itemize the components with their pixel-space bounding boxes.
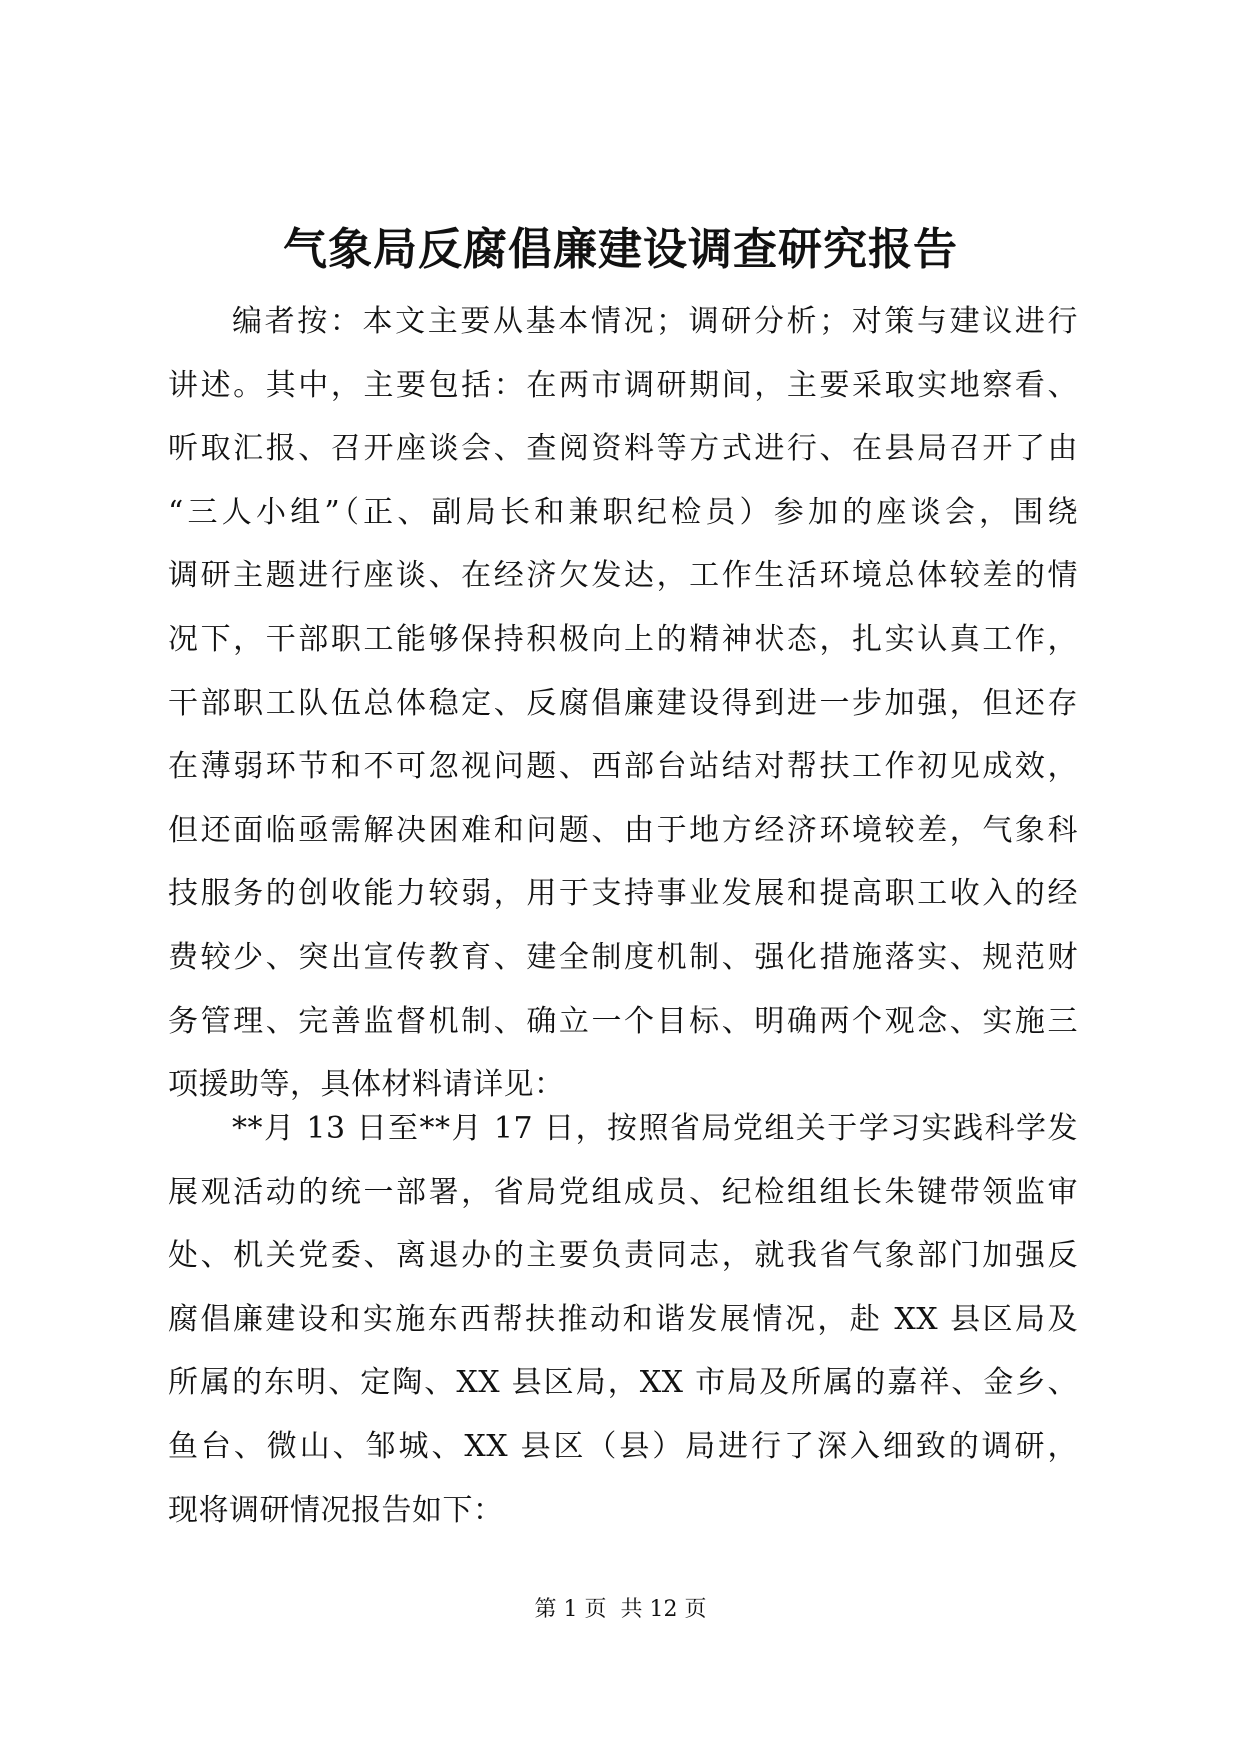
text-line: 技服务的创收能力较弱，用于支持事业发展和提高职工收入的经 <box>168 876 1078 912</box>
text-line: 展观活动的统一部署，省局党组成员、纪检组组长朱键带领监审 <box>168 1174 1078 1210</box>
document-title: 气象局反腐倡廉建设调查研究报告 <box>283 224 958 275</box>
text-line: 讲述。其中，主要包括：在两市调研期间，主要采取实地察看、 <box>168 367 1078 403</box>
text-line: 所属的东明、定陶、XX 县区局，XX 市局及所属的嘉祥、金乡、 <box>168 1365 1078 1401</box>
text-line: 但还面临亟需解决困难和问题、由于地方经济环境较差，气象科 <box>168 812 1078 848</box>
text-line: 况下，干部职工能够保持积极向上的精神状态，扎实认真工作， <box>168 621 1078 657</box>
text-line: 干部职工队伍总体稳定、反腐倡廉建设得到进一步加强，但还存 <box>168 685 1078 721</box>
text-line: 务管理、完善监督机制、确立一个目标、明确两个观念、实施三 <box>168 1003 1078 1039</box>
text-line: **月 13 日至**月 17 日，按照省局党组关于学习实践科学发 <box>232 1111 1078 1146</box>
text-line: 编者按：本文主要从基本情况；调研分析；对策与建议进行 <box>232 304 1078 339</box>
editor-note-paragraph <box>168 290 1078 1117</box>
text-line: 听取汇报、召开座谈会、查阅资料等方式进行、在县局召开了由 <box>168 431 1078 467</box>
text-line: 项援助等，具体材料请详见： <box>168 1067 565 1103</box>
text-line: 现将调研情况报告如下： <box>168 1492 504 1528</box>
body-paragraph <box>168 1097 1078 1542</box>
text-line: 在薄弱环节和不可忽视问题、西部台站结对帮扶工作初见成效， <box>168 749 1078 785</box>
text-line: 费较少、突出宣传教育、建全制度机制、强化措施落实、规范财 <box>168 939 1078 975</box>
text-line: 腐倡廉建设和实施东西帮扶推动和谐发展情况，赴 XX 县区局及 <box>168 1301 1078 1337</box>
text-line: 鱼台、微山、邹城、XX 县区（县）局进行了深入细致的调研， <box>168 1428 1078 1464</box>
page-number-footer: 第 1 页 共 12 页 <box>534 1597 707 1622</box>
text-line: 调研主题进行座谈、在经济欠发达，工作生活环境总体较差的情 <box>168 558 1078 594</box>
text-line: “三人小组”（正、副局长和兼职纪检员）参加的座谈会，围绕 <box>168 494 1078 530</box>
text-line: 处、机关党委、离退办的主要负责同志，就我省气象部门加强反 <box>168 1238 1078 1274</box>
